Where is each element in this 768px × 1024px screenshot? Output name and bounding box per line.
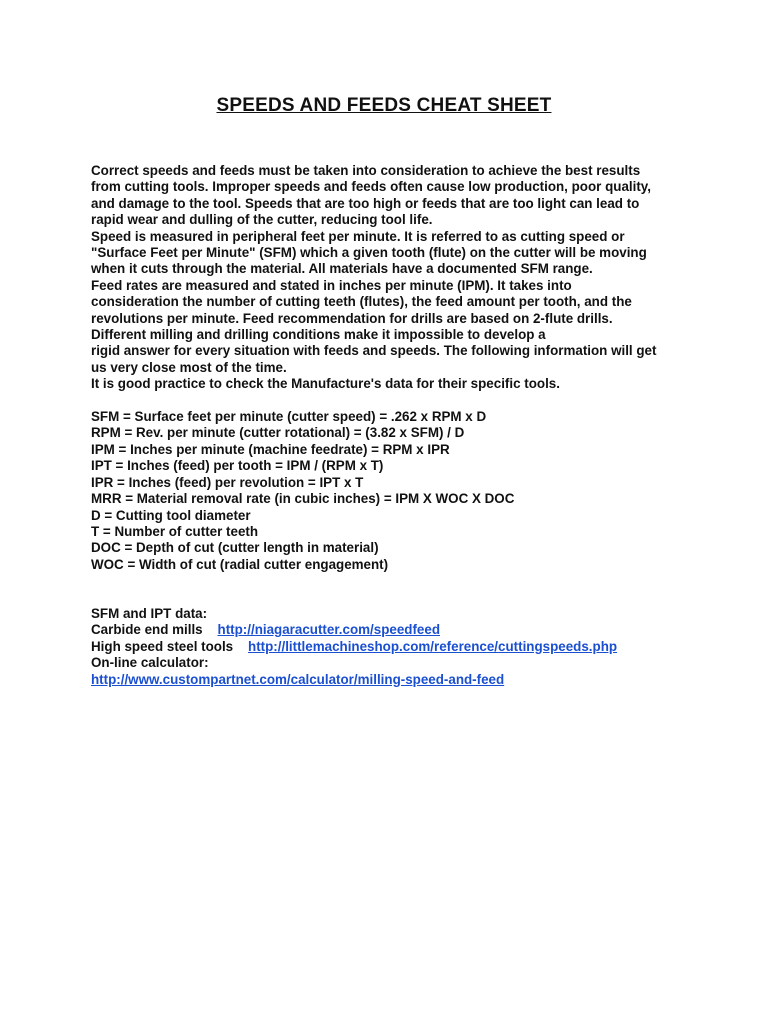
- formula-ipt: IPT = Inches (feed) per tooth = IPM / (RPM x T): [91, 458, 384, 474]
- text-line: and damage to the tool. Speeds that are too high or feeds that are too light can lead to: [91, 195, 640, 211]
- text-line: us very close most of the time.: [91, 359, 287, 375]
- spacer: [91, 573, 691, 589]
- feed-paragraph: [91, 278, 691, 327]
- text-line: consideration the number of cutting teeth (flutes), the feed amount per tooth, and the: [91, 294, 632, 310]
- text-line: revolutions per minute. Feed recommendation for drills are based on 2-flute drills.: [91, 310, 613, 326]
- document-body: [91, 163, 691, 688]
- speed-paragraph: [91, 229, 691, 278]
- sfm-ipt-heading: SFM and IPT data:: [91, 605, 208, 621]
- text-line: when it cuts through the material. All materials have a documented SFM range.: [91, 261, 593, 277]
- hss-row: [91, 639, 691, 655]
- text-line: rapid wear and dulling of the cutter, reducing tool life.: [91, 212, 433, 228]
- calculator-heading: On-line calculator:: [91, 655, 209, 671]
- definition-doc: DOC = Depth of cut (cutter length in material): [91, 540, 379, 556]
- carbide-row: [91, 622, 691, 638]
- carbide-label: Carbide end mills: [91, 622, 203, 638]
- formula-ipr: IPR = Inches (feed) per revolution = IPT x T: [91, 474, 364, 490]
- sfm-ipt-section: [91, 606, 691, 655]
- formula-sfm: SFM = Surface feet per minute (cutter speed) = .262 x RPM x D: [91, 409, 487, 425]
- spacer: [91, 393, 691, 409]
- page-title: SPEEDS AND FEEDS CHEAT SHEET: [216, 95, 552, 116]
- formula-mrr: MRR = Material removal rate (in cubic inches) = IPM X WOC X DOC: [91, 491, 515, 507]
- calculator-section: [91, 655, 691, 688]
- carbide-link[interactable]: http://niagaracutter.com/speedfeed: [217, 622, 440, 638]
- text-line: rigid answer for every situation with feeds and speeds. The following information will get: [91, 343, 657, 359]
- text-line: Different milling and drilling conditions make it impossible to develop a: [91, 327, 546, 343]
- calculator-link[interactable]: http://www.custompartnet.com/calculator/milling-speed-and-feed: [91, 671, 505, 687]
- hss-link[interactable]: http://littlemachineshop.com/reference/cuttingspeeds.php: [248, 638, 618, 654]
- text-line: "Surface Feet per Minute" (SFM) which a given tooth (flute) on the cutter will be moving: [91, 245, 647, 261]
- text-line: Correct speeds and feeds must be taken into consideration to achieve the best results: [91, 163, 641, 178]
- intro-paragraph: [91, 163, 691, 229]
- definition-d: D = Cutting tool diameter: [91, 507, 251, 523]
- formula-rpm: RPM = Rev. per minute (cutter rotational) = (3.82 x SFM) / D: [91, 425, 465, 441]
- hss-label: High speed steel tools: [91, 638, 234, 654]
- text-line: from cutting tools. Improper speeds and feeds often cause low production, poor quality,: [91, 179, 651, 195]
- formula-ipm: IPM = Inches per minute (machine feedrate) = RPM x IPR: [91, 441, 450, 457]
- definition-t: T = Number of cutter teeth: [91, 523, 259, 539]
- text-line: It is good practice to check the Manufacture's data for their specific tools.: [91, 376, 560, 392]
- calculator-row: [91, 672, 691, 688]
- text-line: Speed is measured in peripheral feet per minute. It is referred to as cutting speed or: [91, 228, 625, 244]
- definitions-list: [91, 508, 691, 574]
- spacer: [91, 590, 691, 606]
- definition-woc: WOC = Width of cut (radial cutter engagement): [91, 556, 389, 572]
- conditions-paragraph: [91, 327, 691, 376]
- practice-paragraph: [91, 376, 691, 392]
- text-line: Feed rates are measured and stated in inches per minute (IPM). It takes into: [91, 277, 572, 293]
